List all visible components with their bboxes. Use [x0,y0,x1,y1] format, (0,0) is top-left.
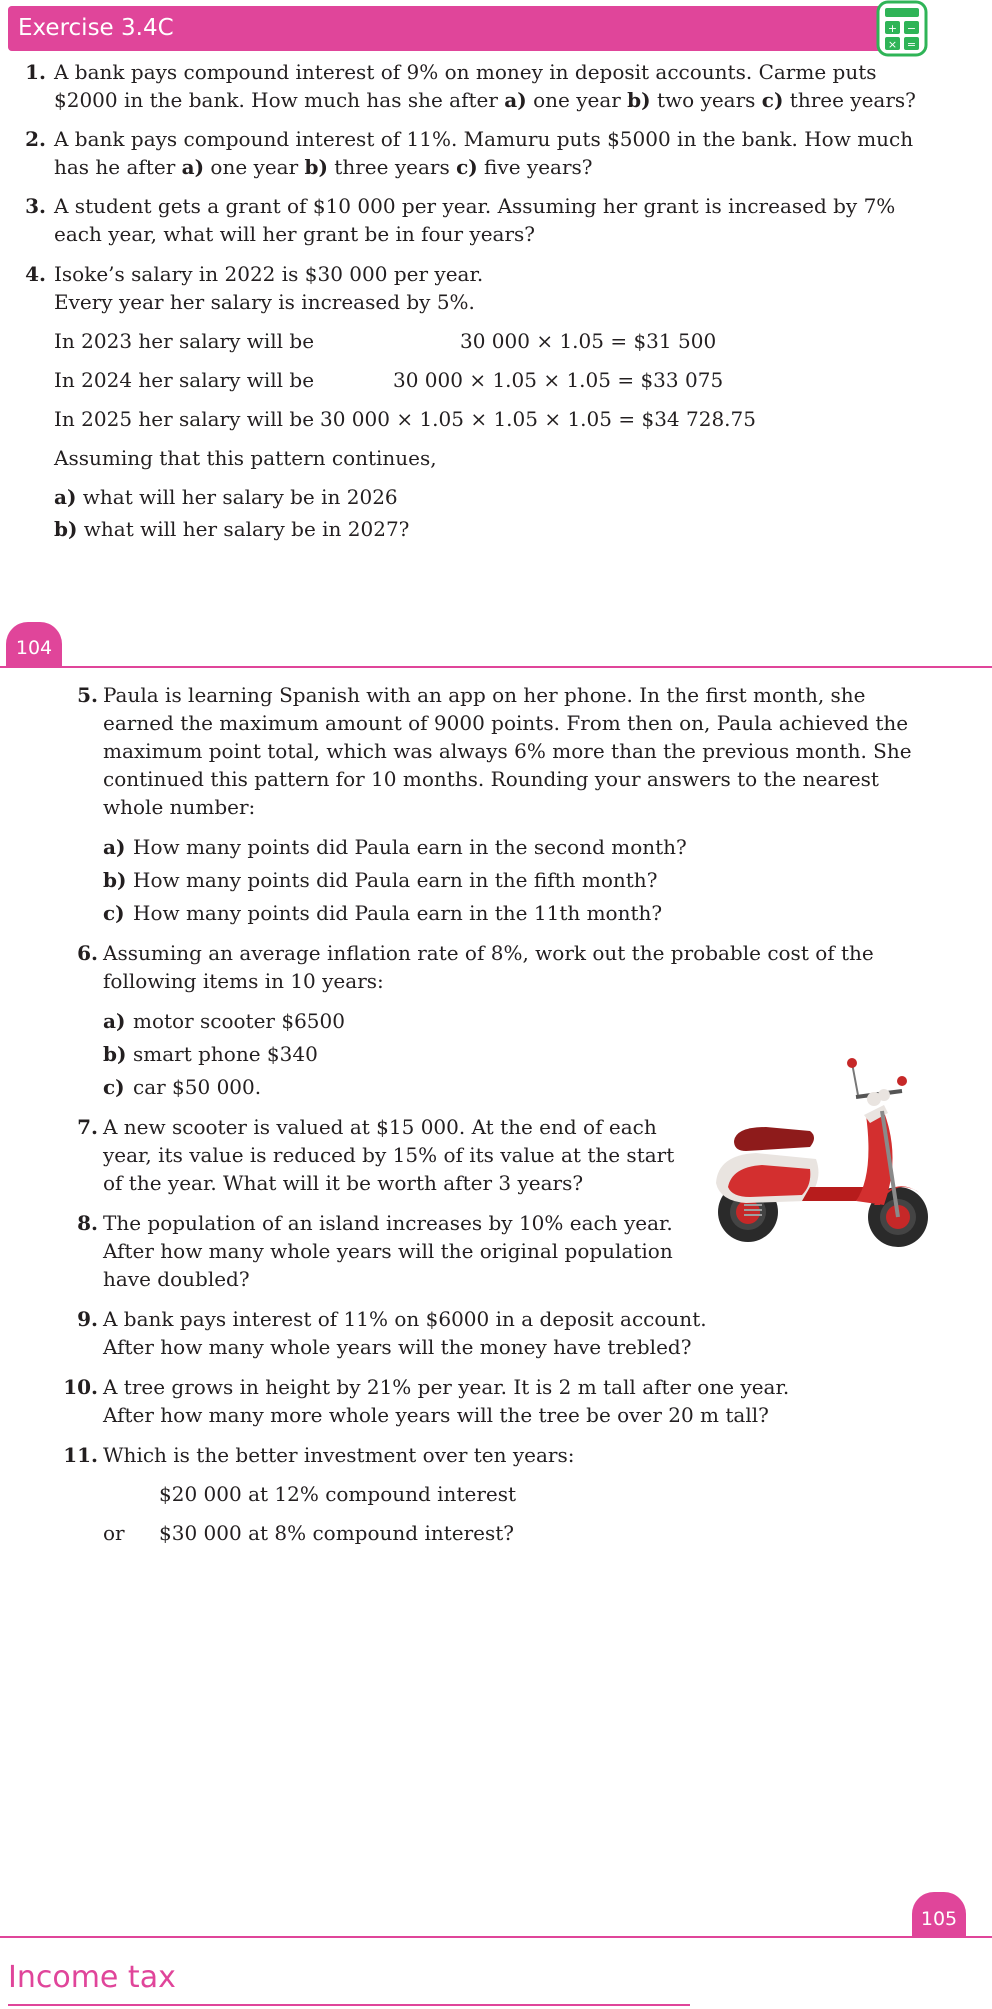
salary-row-label: In 2023 her salary will be [54,329,315,353]
question-text: After how many more whole years will the tree be over 20 m tall? [103,1403,769,1427]
question-text: $2000 in the bank. How much has she after a) one year b) two years c) three years? [54,88,916,112]
question-number: 5. [77,683,98,707]
question-text: of the year. What will it be worth after 3 years? [103,1171,584,1195]
sub-question-label: c) [103,1075,125,1099]
svg-text:=: = [906,38,917,51]
question-text: year, its value is reduced by 15% of its value at the start [103,1143,675,1167]
question-text: each year, what will her grant be in four years? [54,222,535,246]
sub-question-label: c) [103,901,125,925]
question-text: has he after a) one year b) three years c) five years? [54,155,593,179]
salary-row-label: In 2024 her salary will be [54,368,315,392]
question-text: The population of an island increases by 10% each year. [103,1211,673,1235]
sub-question: motor scooter $6500 [133,1009,345,1033]
question-text: Paula is learning Spanish with an app on her phone. In the first month, she [103,683,866,707]
investment-option: $20 000 at 12% compound interest [159,1482,517,1506]
question-number: 1. [25,60,46,84]
question-number: 3. [25,194,46,218]
question-number: 10. [63,1375,98,1399]
question-text: maximum point total, which was always 6% more than the previous month. She [103,739,912,763]
or-label: or [103,1521,125,1545]
question-text: Assuming an average inflation rate of 8%, work out the probable cost of the [103,941,874,965]
question-number: 2. [25,127,46,151]
investment-option: $30 000 at 8% compound interest? [159,1521,515,1545]
section-underline [8,2004,690,2006]
calculator-icon [876,0,928,57]
question-text: A tree grows in height by 21% per year. It is 2 m tall after one year. [103,1375,790,1399]
sub-question: car $50 000. [133,1075,262,1099]
page-number: 104 [15,637,53,659]
question-number: 11. [63,1443,98,1467]
question-text: whole number: [103,795,256,819]
question-number: 8. [77,1211,98,1235]
question-text: Assuming that this pattern continues, [54,446,437,470]
sub-question: b) what will her salary be in 2027? [54,517,410,541]
sub-question-label: b) [103,868,127,892]
question-text: A bank pays compound interest of 9% on money in deposit accounts. Carme puts [54,60,877,84]
sub-question: How many points did Paula earn in the second month? [133,835,687,859]
svg-text:+: + [887,22,898,35]
sub-question: a) what will her salary be in 2026 [54,485,398,509]
question-text: A bank pays interest of 11% on $6000 in a deposit account. [103,1307,707,1331]
question-text: have doubled? [103,1267,250,1291]
question-number: 7. [77,1115,98,1139]
question-text: Every year her salary is increased by 5%. [54,290,475,314]
page-divider [0,1936,992,1938]
sub-question-label: a) [103,835,126,859]
question-text: After how many whole years will the original population [103,1239,673,1263]
sub-question: How many points did Paula earn in the fifth month? [133,868,658,892]
question-text: following items in 10 years: [103,969,384,993]
question-number: 6. [77,941,98,965]
question-text: earned the maximum amount of 9000 points. From then on, Paula achieved the [103,711,909,735]
salary-row-label: In 2025 her salary will be [54,407,315,431]
question-number: 9. [77,1307,98,1331]
scooter-illustration [706,1055,936,1255]
question-text: After how many whole years will the money have trebled? [103,1335,692,1359]
svg-text:×: × [887,38,898,51]
salary-row-calc: 30 000 × 1.05 = $31 500 [460,329,717,353]
svg-text:−: − [906,22,917,35]
question-text: Which is the better investment over ten years: [103,1443,575,1467]
sub-question-label: b) [103,1042,127,1066]
sub-question: How many points did Paula earn in the 11th month? [133,901,663,925]
exercise-title: Exercise 3.4C [18,15,174,41]
page-number: 105 [920,1908,958,1930]
sub-question: smart phone $340 [133,1042,318,1066]
question-text: Isoke’s salary in 2022 is $30 000 per year. [54,262,484,286]
salary-row-calc: 30 000 × 1.05 × 1.05 = $33 075 [393,368,724,392]
question-text: A new scooter is valued at $15 000. At the end of each [103,1115,657,1139]
question-text: continued this pattern for 10 months. Rounding your answers to the nearest [103,767,879,791]
section-heading: Income tax [8,1960,176,1995]
salary-row-calc: 30 000 × 1.05 × 1.05 × 1.05 = $34 728.75 [320,407,756,431]
question-number: 4. [25,262,46,286]
question-text: A bank pays compound interest of 11%. Mamuru puts $5000 in the bank. How much [54,127,914,151]
page-divider [0,666,992,668]
sub-question-label: a) [103,1009,126,1033]
question-text: A student gets a grant of $10 000 per year. Assuming her grant is increased by 7% [54,194,896,218]
